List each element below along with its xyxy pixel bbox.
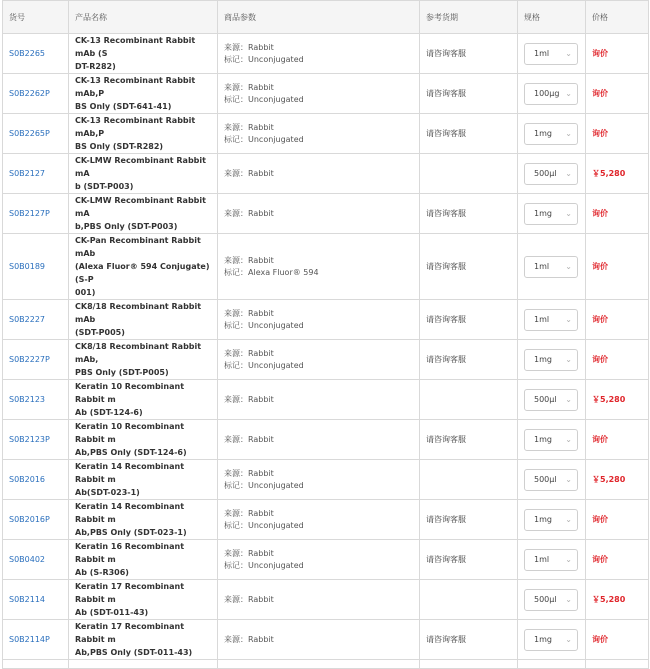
product-name-line: PBS Only (SDT-P005)	[75, 368, 169, 377]
product-name-line: b (SDT-P003)	[75, 182, 134, 191]
spec-cell	[518, 340, 586, 380]
table-row	[3, 234, 649, 300]
price-value: ￥5,280	[592, 169, 626, 178]
table-row	[3, 154, 649, 194]
spec-value: 1ml	[534, 314, 550, 324]
spec-select[interactable]	[524, 43, 578, 65]
table-header-row	[3, 1, 649, 34]
sku-link[interactable]: S0B2265P	[9, 129, 50, 138]
price-cell	[586, 620, 649, 660]
spec-select[interactable]	[524, 549, 578, 571]
chevron-down-icon: ⌄	[565, 434, 572, 444]
product-name-cell[interactable]	[69, 300, 218, 340]
param-source: 来源：Rabbit	[224, 548, 274, 558]
product-name-line: Keratin 14 Recombinant Rabbit m	[75, 462, 185, 484]
params-cell	[218, 74, 420, 114]
sku-link[interactable]: S0B2114P	[9, 635, 50, 644]
param-label: 标记：Unconjugated	[224, 134, 304, 144]
ref-price-cell	[420, 114, 518, 154]
spec-value: 1ml	[534, 554, 550, 564]
product-name-line: CK8/18 Recombinant Rabbit mAb	[75, 302, 202, 324]
param-source: 来源：Rabbit	[224, 508, 274, 518]
spec-value: 1mg	[534, 354, 552, 364]
spec-cell	[518, 34, 586, 74]
chevron-down-icon: ⌄	[565, 128, 572, 138]
product-name-line: DT-R282)	[75, 62, 116, 71]
params-cell	[218, 460, 420, 500]
header-spec: 规格	[518, 1, 586, 34]
params-cell	[218, 234, 420, 300]
product-name-line: CK-LMW Recombinant Rabbit mA	[75, 196, 206, 218]
sku-cell	[3, 580, 69, 620]
product-name-line: Ab,PBS Only (SDT-124-6)	[75, 448, 187, 457]
spec-value: 500μl	[534, 394, 557, 404]
spec-select[interactable]	[524, 256, 578, 278]
ask-service-text: 请咨询客服	[426, 89, 466, 98]
sku-link[interactable]: S0B2114	[9, 595, 46, 604]
product-name-cell[interactable]	[69, 580, 218, 620]
spec-cell	[518, 500, 586, 540]
spec-cell	[518, 234, 586, 300]
product-name-line: (SDT-P005)	[75, 328, 125, 337]
param-label: 标记：Unconjugated	[224, 94, 304, 104]
spec-cell	[518, 194, 586, 234]
price-value: 询价	[592, 515, 608, 524]
param-source: 来源：Rabbit	[224, 255, 274, 265]
param-source: 来源：Rabbit	[224, 348, 274, 358]
product-name-cell[interactable]	[69, 460, 218, 500]
spec-cell	[518, 380, 586, 420]
ask-service-text: 请咨询客服	[426, 355, 466, 364]
table-row	[3, 620, 649, 660]
sku-cell	[3, 74, 69, 114]
product-name-line: Ab,PBS Only (SDT-011-43)	[75, 648, 193, 657]
ask-service-text: 请咨询客服	[426, 262, 466, 271]
param-source: 来源：Rabbit	[224, 208, 274, 218]
product-name-line: CK8/18 Recombinant Rabbit mAb,	[75, 342, 202, 364]
chevron-down-icon: ⌄	[565, 594, 572, 604]
spec-value: 500μl	[534, 594, 557, 604]
spec-cell	[518, 580, 586, 620]
spec-cell	[518, 420, 586, 460]
price-cell	[586, 34, 649, 74]
product-name-line: Keratin 10 Recombinant Rabbit m	[75, 422, 185, 444]
param-source: 来源：Rabbit	[224, 634, 274, 644]
spec-select[interactable]	[524, 509, 578, 531]
price-value: ￥5,280	[592, 475, 626, 484]
params-cell	[218, 34, 420, 74]
spec-cell	[518, 114, 586, 154]
ref-price-cell	[420, 620, 518, 660]
product-name-line: Keratin 17 Recombinant Rabbit m	[75, 582, 185, 604]
sku-cell	[3, 460, 69, 500]
product-name-line: Ab,PBS Only (SDT-023-1)	[75, 528, 187, 537]
param-source: 来源：Rabbit	[224, 308, 274, 318]
chevron-down-icon: ⌄	[565, 634, 572, 644]
param-source: 来源：Rabbit	[224, 122, 274, 132]
product-name-cell[interactable]	[69, 380, 218, 420]
ask-service-text: 请咨询客服	[426, 209, 466, 218]
sku-link[interactable]: S0B2262P	[9, 89, 50, 98]
spec-cell	[518, 620, 586, 660]
param-label: 标记：Alexa Fluor® 594	[224, 267, 319, 277]
product-name-line: CK-Pan Recombinant Rabbit mAb	[75, 236, 201, 258]
product-name-line: Ab (SDT-011-43)	[75, 608, 149, 617]
spec-cell	[518, 300, 586, 340]
header-price: 价格	[586, 1, 649, 34]
ask-service-text: 请咨询客服	[426, 435, 466, 444]
price-value: 询价	[592, 262, 608, 271]
product-name-line: CK-13 Recombinant Rabbit mAb,P	[75, 76, 196, 98]
product-name-cell[interactable]	[69, 154, 218, 194]
spec-select[interactable]	[524, 123, 578, 145]
price-cell	[586, 420, 649, 460]
table-row	[3, 34, 649, 74]
product-name-cell[interactable]	[69, 340, 218, 380]
table-row	[3, 340, 649, 380]
chevron-down-icon: ⌄	[565, 354, 572, 364]
sku-link[interactable]: S0B2265	[9, 49, 46, 58]
sku-link[interactable]: S0B2123	[9, 395, 46, 404]
spec-select[interactable]	[524, 589, 578, 611]
table-row	[3, 114, 649, 154]
table-row	[3, 74, 649, 114]
price-value: 询价	[592, 555, 608, 564]
ref-price-cell	[420, 380, 518, 420]
ref-price-cell	[420, 340, 518, 380]
table-row	[3, 194, 649, 234]
spec-value: 1mg	[534, 128, 552, 138]
ref-price-cell	[420, 34, 518, 74]
param-label: 标记：Unconjugated	[224, 360, 304, 370]
price-value: 询价	[592, 355, 608, 364]
params-cell	[218, 114, 420, 154]
chevron-down-icon: ⌄	[565, 514, 572, 524]
param-label: 标记：Unconjugated	[224, 560, 304, 570]
chevron-down-icon: ⌄	[565, 48, 572, 58]
ref-price-cell	[420, 300, 518, 340]
param-source: 来源：Rabbit	[224, 82, 274, 92]
table-row	[3, 660, 649, 669]
sku-link[interactable]: S0B2127	[9, 169, 46, 178]
spec-value: 1mg	[534, 634, 552, 644]
product-name-line: b,PBS Only (SDT-P003)	[75, 222, 178, 231]
chevron-down-icon: ⌄	[565, 474, 572, 484]
price-cell	[586, 114, 649, 154]
price-cell	[586, 300, 649, 340]
spec-cell	[518, 460, 586, 500]
ask-service-text: 请咨询客服	[426, 635, 466, 644]
price-value: 询价	[592, 49, 608, 58]
chevron-down-icon: ⌄	[565, 168, 572, 178]
price-value: ￥5,280	[592, 595, 626, 604]
param-source: 来源：Rabbit	[224, 594, 274, 604]
params-cell	[218, 154, 420, 194]
price-cell	[586, 380, 649, 420]
sku-cell	[3, 194, 69, 234]
price-value: 询价	[592, 315, 608, 324]
ref-price-cell	[420, 194, 518, 234]
chevron-down-icon: ⌄	[565, 208, 572, 218]
price-cell	[586, 340, 649, 380]
product-name-line: Keratin 14 Recombinant Rabbit m	[75, 502, 185, 524]
table-row	[3, 460, 649, 500]
spec-select[interactable]	[524, 309, 578, 331]
price-cell	[586, 460, 649, 500]
price-value: 询价	[592, 435, 608, 444]
sku-link[interactable]: S0B2127P	[9, 209, 50, 218]
product-name-line: CK-13 Recombinant Rabbit mAb,P	[75, 116, 196, 138]
product-name-line: (Alexa Fluor® 594 Conjugate) (S-P	[75, 262, 210, 284]
product-name-line: Ab(SDT-023-1)	[75, 488, 140, 497]
price-cell	[586, 234, 649, 300]
sku-cell	[3, 234, 69, 300]
table-row	[3, 540, 649, 580]
ask-service-text: 请咨询客服	[426, 555, 466, 564]
product-name-line: Keratin 16 Recombinant Rabbit m	[75, 542, 185, 564]
product-name-line: BS Only (SDT-R282)	[75, 142, 164, 151]
params-cell	[218, 340, 420, 380]
sku-link[interactable]: S0B2016P	[9, 515, 50, 524]
header-ref-price: 参考货期	[420, 1, 518, 34]
params-cell	[218, 300, 420, 340]
product-name-cell[interactable]	[69, 114, 218, 154]
sku-cell	[3, 34, 69, 74]
spec-select[interactable]	[524, 349, 578, 371]
sku-cell	[3, 340, 69, 380]
product-name-cell[interactable]	[69, 74, 218, 114]
spec-value: 1mg	[534, 514, 552, 524]
spec-value: 500μl	[534, 474, 557, 484]
sku-link[interactable]: S0B2227P	[9, 355, 50, 364]
sku-cell	[3, 380, 69, 420]
spec-value: 100μg	[534, 88, 560, 98]
price-value: 询价	[592, 635, 608, 644]
param-source: 来源：Rabbit	[224, 168, 274, 178]
ref-price-cell	[420, 74, 518, 114]
product-name-line: Keratin 17 Recombinant Rabbit m	[75, 622, 185, 644]
spec-select[interactable]	[524, 629, 578, 651]
param-label: 标记：Unconjugated	[224, 320, 304, 330]
product-name-line: BS Only (SDT-641-41)	[75, 102, 172, 111]
params-cell	[218, 500, 420, 540]
spec-value: 1mg	[534, 208, 552, 218]
params-cell	[218, 580, 420, 620]
spec-value: 1ml	[534, 261, 550, 271]
param-source: 来源：Rabbit	[224, 434, 274, 444]
ask-service-text: 请咨询客服	[426, 515, 466, 524]
header-params: 商品参数	[218, 1, 420, 34]
spec-select[interactable]	[524, 163, 578, 185]
sku-cell	[3, 300, 69, 340]
sku-cell	[3, 540, 69, 580]
param-source: 来源：Rabbit	[224, 42, 274, 52]
price-cell	[586, 194, 649, 234]
param-source: 来源：Rabbit	[224, 468, 274, 478]
price-cell	[586, 74, 649, 114]
product-name-line: Keratin 10 Recombinant Rabbit m	[75, 382, 185, 404]
product-name-cell[interactable]	[69, 540, 218, 580]
chevron-down-icon: ⌄	[565, 261, 572, 271]
product-name-line: Ab (SDT-124-6)	[75, 408, 143, 417]
sku-cell	[3, 420, 69, 460]
table-row	[3, 300, 649, 340]
price-value: 询价	[592, 89, 608, 98]
ref-price-cell	[420, 234, 518, 300]
price-cell	[586, 580, 649, 620]
param-label: 标记：Unconjugated	[224, 480, 304, 490]
sku-cell	[3, 500, 69, 540]
price-cell	[586, 500, 649, 540]
sku-link[interactable]: S0B2227	[9, 315, 46, 324]
price-cell	[586, 154, 649, 194]
ask-service-text: 请咨询客服	[426, 129, 466, 138]
sku-cell	[3, 154, 69, 194]
spec-select[interactable]	[524, 203, 578, 225]
product-name-line: Ab (S-R306)	[75, 568, 129, 577]
product-name-cell[interactable]	[69, 420, 218, 460]
spec-value: 1ml	[534, 48, 550, 58]
table-row	[3, 380, 649, 420]
spec-select[interactable]	[524, 389, 578, 411]
sku-link[interactable]: S0B0402	[9, 555, 46, 564]
product-name-line: CK-13 Recombinant Rabbit mAb (S	[75, 36, 196, 58]
sku-link[interactable]: S0B2016	[9, 475, 46, 484]
ref-price-cell	[420, 500, 518, 540]
product-name-cell[interactable]	[69, 500, 218, 540]
spec-cell	[518, 540, 586, 580]
params-cell	[218, 620, 420, 660]
price-value: 询价	[592, 129, 608, 138]
price-cell	[586, 540, 649, 580]
spec-value: 500μl	[534, 168, 557, 178]
ref-price-cell	[420, 540, 518, 580]
spec-value: 1mg	[534, 434, 552, 444]
spec-select[interactable]	[524, 429, 578, 451]
sku-link[interactable]: S0B0189	[9, 262, 46, 271]
product-name-cell[interactable]	[69, 34, 218, 74]
product-name-cell[interactable]	[69, 234, 218, 300]
chevron-down-icon: ⌄	[565, 394, 572, 404]
header-name: 产品名称	[69, 1, 218, 34]
params-cell	[218, 540, 420, 580]
param-label: 标记：Unconjugated	[224, 54, 304, 64]
ask-service-text: 请咨询客服	[426, 315, 466, 324]
ref-price-cell	[420, 460, 518, 500]
product-name-line: CK-LMW Recombinant Rabbit mA	[75, 156, 206, 178]
spec-cell	[518, 74, 586, 114]
product-name-cell[interactable]	[69, 194, 218, 234]
chevron-down-icon: ⌄	[565, 314, 572, 324]
params-cell	[218, 420, 420, 460]
ref-price-cell	[420, 420, 518, 460]
ref-price-cell	[420, 580, 518, 620]
table-row	[3, 500, 649, 540]
product-name-cell[interactable]	[69, 620, 218, 660]
table-row	[3, 420, 649, 460]
product-name-line: 001)	[75, 288, 96, 297]
spec-select[interactable]	[524, 469, 578, 491]
table-row	[3, 580, 649, 620]
chevron-down-icon: ⌄	[565, 554, 572, 564]
param-label: 标记：Unconjugated	[224, 520, 304, 530]
price-value: 询价	[592, 209, 608, 218]
spec-select[interactable]	[524, 83, 578, 105]
chevron-down-icon: ⌄	[565, 88, 572, 98]
product-table	[2, 0, 649, 669]
sku-cell	[3, 620, 69, 660]
sku-link[interactable]: S0B2123P	[9, 435, 50, 444]
price-value: ￥5,280	[592, 395, 626, 404]
header-sku: 货号	[3, 1, 69, 34]
sku-cell	[3, 114, 69, 154]
params-cell	[218, 194, 420, 234]
param-source: 来源：Rabbit	[224, 394, 274, 404]
ref-price-cell	[420, 154, 518, 194]
spec-cell	[518, 154, 586, 194]
ask-service-text: 请咨询客服	[426, 49, 466, 58]
params-cell	[218, 380, 420, 420]
